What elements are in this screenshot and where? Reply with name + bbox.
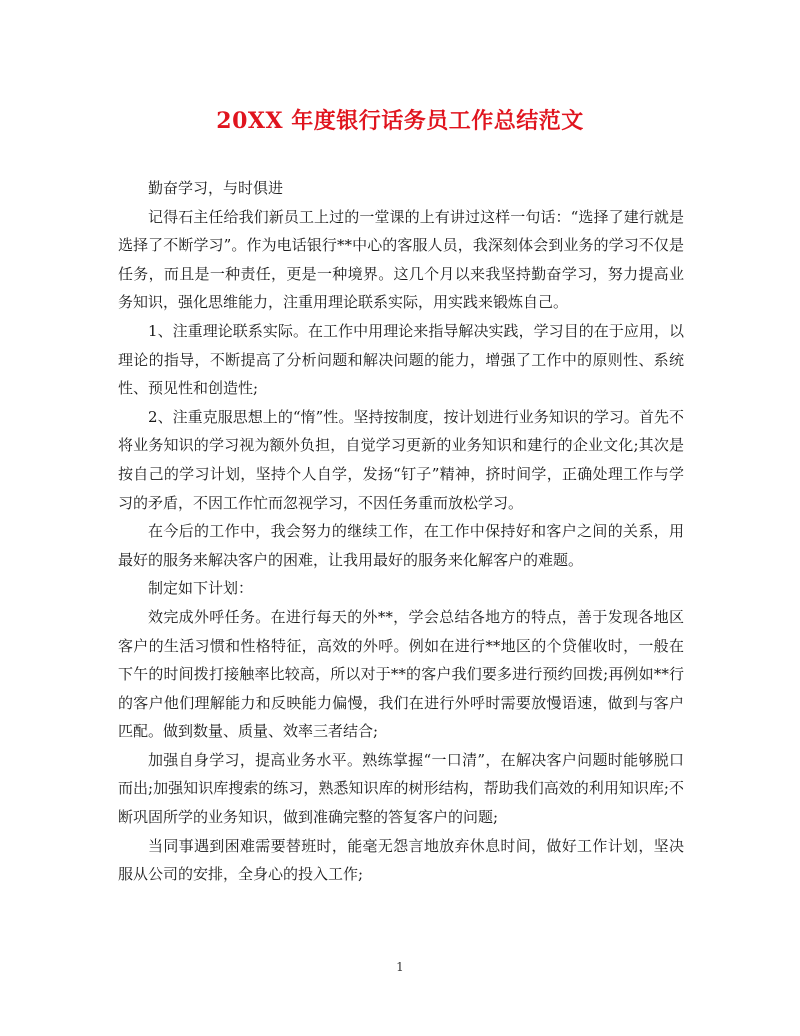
paragraph: 制定如下计划： (148, 579, 254, 598)
paragraph: 1、注重理论联系实际。在工作中用理论来指导解决实践，学习目的在于应用，以理论的指导，不断提高了分析问题和解决问题的能力，增强了工作中的原则性、系统性、预见性和创造性; (118, 321, 684, 398)
paragraph: 记得石主任给我们新员工上过的一堂课的上有讲过这样一句话：“选择了建行就是选择了不断学习”。作为电话银行**中心的客服人员，我深刻体会到业务的学习不仅是任务，而且是一种责任，更是一种境界。这几个月以来我坚持勤奋学习，努力提高业务知识，强化思维能力，注重用理论联系实际，用实践来锻炼自己。 (118, 207, 684, 312)
paragraph-heading: 勤奋学习，与时俱进 (148, 179, 284, 197)
paragraph: 在今后的工作中，我会努力的继续工作，在工作中保持好和客户之间的关系，用最好的服务来解决客户的困难，让我用最好的服务来化解客户的难题。 (118, 522, 684, 569)
document-body (118, 174, 684, 889)
paragraph: 效完成外呼任务。在进行每天的外**，学会总结各地方的特点，善于发现各地区客户的生活习惯和性格特征，高效的外呼。例如在进行**地区的个贷催收时，一般在下午的时间拨打接触率比较高，所以对于**的客户我们要多进行预约回拨;再例如**行的客户他们理解能力和反映能力偏慢，我们在进行外呼时需要放慢语速，做到与客户匹配。做到数量、质量、效率三者结合; (118, 607, 684, 741)
document-title: 20XX 年度银行话务员工作总结范文 (216, 108, 584, 134)
page-number: 1 (396, 960, 404, 974)
paragraph: 加强自身学习，提高业务水平。熟练掌握“一口清”，在解决客户问题时能够脱口而出;加强知识库搜索的练习，熟悉知识库的树形结构，帮助我们高效的利用知识库;不断巩固所学的业务知识，做到准确完整的答复客户的问题; (118, 750, 684, 827)
paragraph: 当同事遇到困难需要替班时，能毫无怨言地放弃休息时间，做好工作计划，坚决服从公司的安排，全身心的投入工作; (118, 836, 684, 884)
paragraph: 2、注重克服思想上的“惰”性。坚持按制度，按计划进行业务知识的学习。首先不将业务知识的学习视为额外负担，自觉学习更新的业务知识和建行的企业文化;其次是按自己的学习计划，坚持个人自学，发扬“钉子”精神，挤时间学，正确处理工作与学习的矛盾，不因工作忙而忽视学习，不因任务重而放松学习。 (118, 407, 684, 512)
